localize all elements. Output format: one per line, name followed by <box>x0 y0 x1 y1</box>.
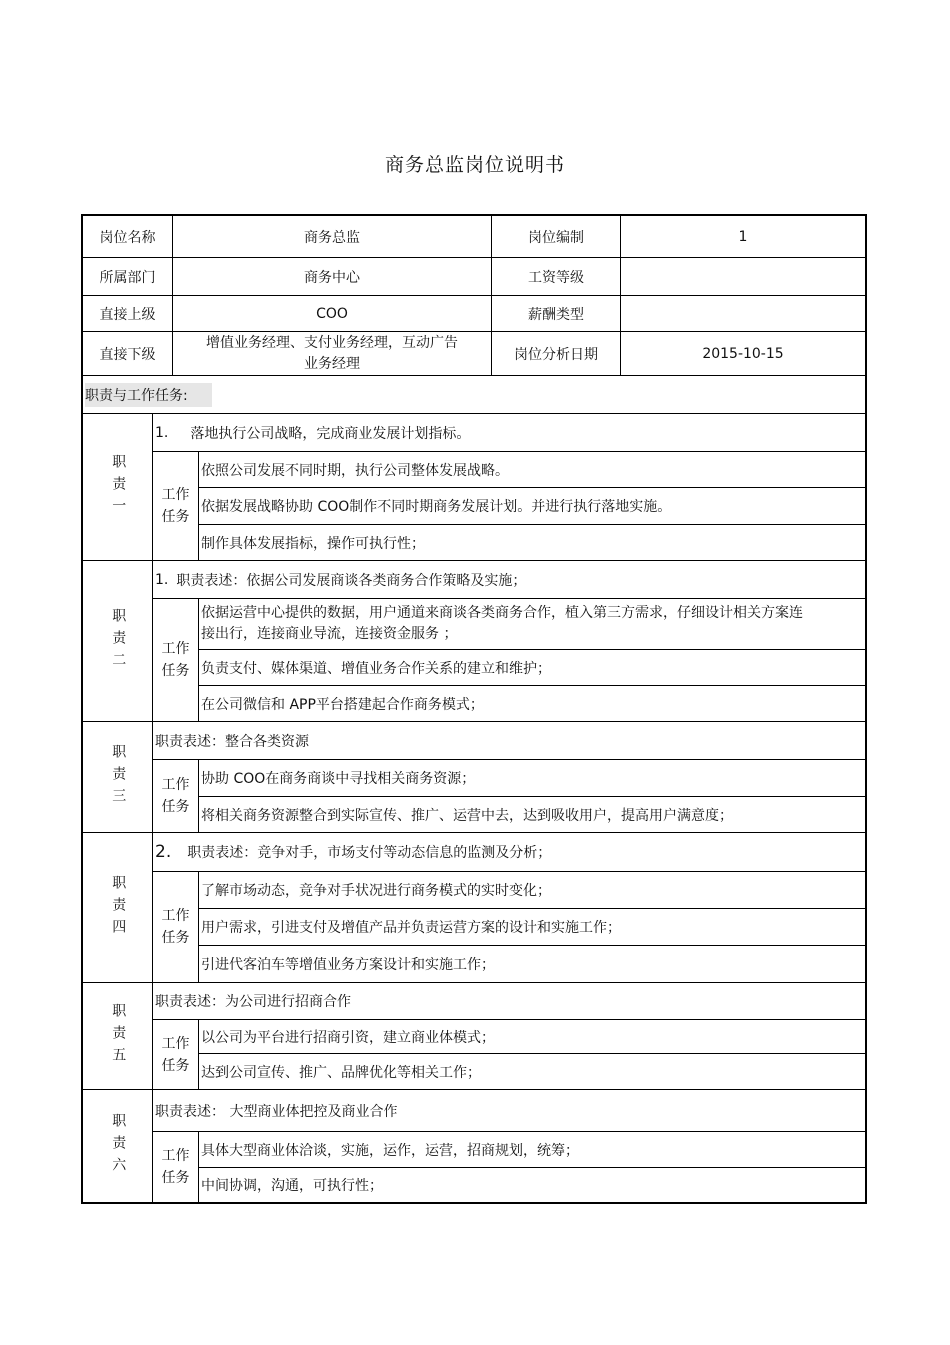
duty-1-task-3: 制作具体发展指标，操作可执行性； <box>199 525 865 561</box>
section-header <box>83 376 865 414</box>
duty-1-label: 职责一 <box>83 414 153 561</box>
duty-2-task-1: 依据运营中心提供的数据，用户通道来商谈各类商务合作，植入第三方需求，仔细设计相关方案连接出行，连接商业导流，连接资金服务 ； <box>199 599 865 650</box>
duty-1-statement: 1. 落地执行公司战略，完成商业发展计划指标。 <box>153 414 865 452</box>
duty-2-label: 职责二 <box>83 561 153 722</box>
position-name-label: 岗位名称 <box>83 216 173 258</box>
duty-6-statement: 职责表述： 大型商业体把控及商业合作 <box>153 1090 865 1132</box>
headcount-value: 1 <box>621 216 865 258</box>
duty-4-task-3: 引进代客泊车等增值业务方案设计和实施工作； <box>199 946 865 983</box>
duty-2-statement: 1. 职责表述：依据公司发展商谈各类商务合作策略及实施； <box>153 561 865 599</box>
headcount-label: 岗位编制 <box>492 216 621 258</box>
duty-1-task-label: 工作任务 <box>153 452 199 561</box>
duty-2-task-label: 工作任务 <box>153 599 199 722</box>
duty-3-task-1: 协助 COO在商务商谈中寻找相关商务资源； <box>199 760 865 797</box>
duty-1-task-1: 依照公司发展不同时期，执行公司整体发展战略。 <box>199 452 865 488</box>
duty-4-task-2: 用户需求，引进支付及增值产品并负责运营方案的设计和实施工作； <box>199 909 865 946</box>
duty-6-task-2: 中间协调，沟通，可执行性； <box>201 1178 383 1194</box>
duty-4-task-1: 了解市场动态，竞争对手状况进行商务模式的实时变化； <box>199 872 865 909</box>
salary-grade-value <box>621 258 865 296</box>
duty-2-task-3: 在公司微信和 APP平台搭建起合作商务模式； <box>199 686 865 722</box>
analysis-date-label: 岗位分析日期 <box>492 332 621 376</box>
duty-5-task-label: 工作任务 <box>153 1020 199 1090</box>
duty-3-task-label: 工作任务 <box>153 760 199 833</box>
analysis-date-value: 2015-10-15 <box>621 332 865 376</box>
subordinate-value: 增值业务经理、支付业务经理，互动广告业务经理 <box>173 332 492 376</box>
duty-6-task-1: 具体大型商业体洽谈，实施，运作，运营，招商规划，统筹； <box>199 1132 865 1168</box>
duty-1-task-2: 依据发展战略协助 COO制作不同时期商务发展计划。并进行执行落地实施。 <box>199 488 865 525</box>
duty-5-label: 职责五 <box>83 983 153 1090</box>
duty-4-label: 职责四 <box>83 833 153 983</box>
department-value: 商务中心 <box>173 258 492 296</box>
duty-4-statement: 2. 职责表述：竞争对手，市场支付等动态信息的监测及分析； <box>153 833 865 872</box>
duty-5-task-2: 达到公司宣传、推广、品牌优化等相关工作； <box>199 1054 865 1090</box>
duty-6-label: 职责六 <box>83 1090 153 1202</box>
section-header-text: 职责与工作任务: <box>85 383 212 407</box>
job-description-table <box>81 214 867 1204</box>
document-title: 商务总监岗位说明书 <box>384 154 565 176</box>
duty-2-task-2: 负责支付、媒体渠道、增值业务合作关系的建立和维护； <box>199 650 865 686</box>
pay-type-value <box>621 296 865 332</box>
superior-label: 直接上级 <box>83 296 173 332</box>
duty-3-statement: 职责表述：整合各类资源 <box>153 722 865 760</box>
duty-3-label: 职责三 <box>83 722 153 833</box>
duty-4-task-label: 工作任务 <box>153 872 199 983</box>
duty-5-task-1: 以公司为平台进行招商引资，建立商业体模式； <box>199 1020 865 1054</box>
salary-grade-label: 工资等级 <box>492 258 621 296</box>
duty-6-task-label: 工作任务 <box>153 1132 199 1202</box>
pay-type-label: 薪酬类型 <box>492 296 621 332</box>
superior-value: COO <box>173 296 492 332</box>
duty-3-task-2: 将相关商务资源整合到实际宣传、推广、运营中去，达到吸收用户，提高用户满意度； <box>199 797 865 833</box>
duty-5-statement: 职责表述：为公司进行招商合作 <box>153 983 865 1020</box>
subordinate-label: 直接下级 <box>83 332 173 376</box>
department-label: 所属部门 <box>83 258 173 296</box>
position-name-value: 商务总监 <box>173 216 492 258</box>
